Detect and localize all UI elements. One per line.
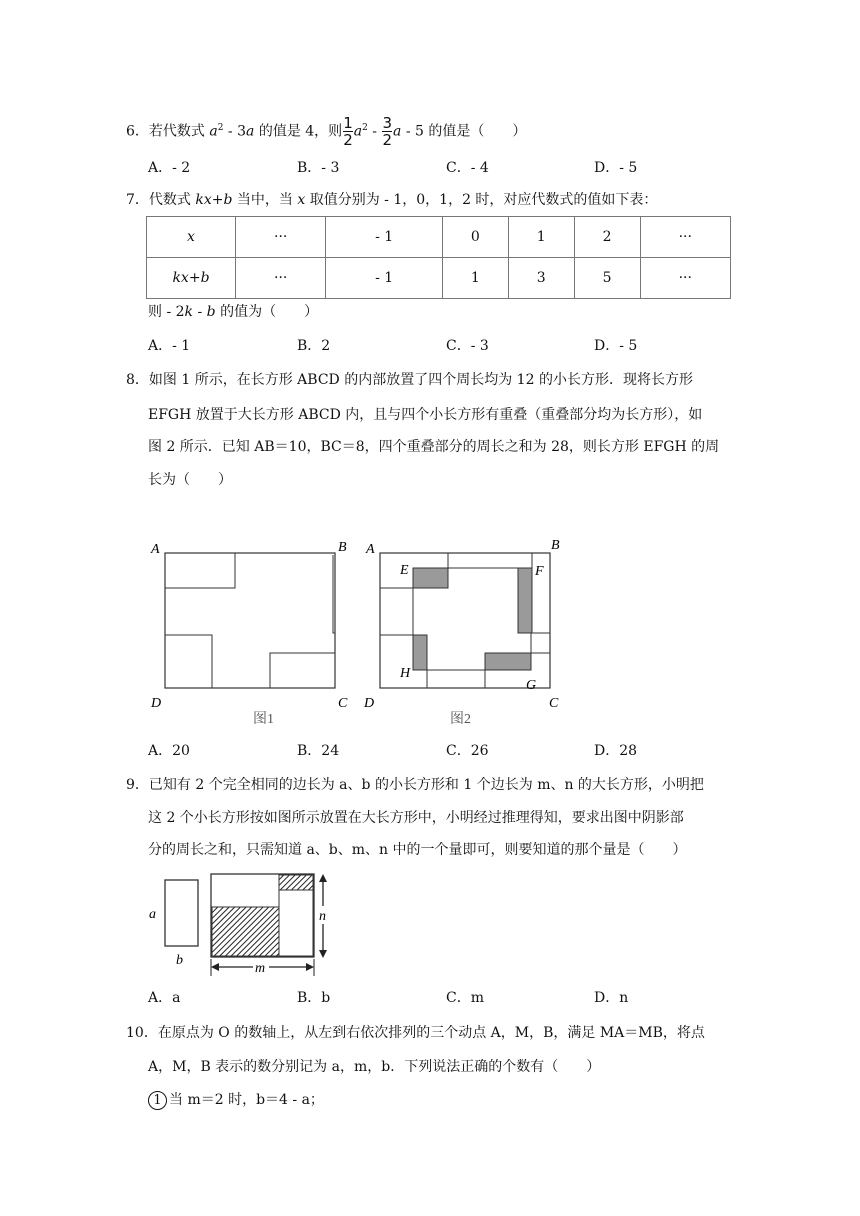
q8-option-b: B．24: [297, 743, 340, 759]
table-cell: 3: [508, 258, 574, 299]
label-b: b: [176, 953, 183, 968]
label-b: B: [551, 538, 560, 553]
fraction-1-2: $\frac{1}{2}$: [343, 114, 353, 149]
q9-option-a: A．a: [148, 990, 181, 1006]
label-n: n: [319, 909, 326, 924]
q8-option-a: A．20: [148, 743, 190, 759]
q7-stem: 7．代数式 kx+b 当中，当 x 取值分别为 - 1，0，1，2 时，对应代数式的值如下表：: [126, 192, 658, 208]
q6-option-b: B．- 3: [297, 160, 340, 176]
table-row: [147, 258, 731, 299]
q8-line-2: EFGH 放置于大长方形 ABCD 内，且与四个小长方形有重叠（重叠部分均为长方形），如: [148, 407, 703, 423]
label-f: F: [535, 564, 544, 579]
q8-option-c: C．26: [446, 743, 489, 759]
table-cell: kx+b: [147, 258, 236, 299]
q10-item-1: 1 当 m＝2 时，b＝4 - a；: [148, 1090, 324, 1110]
q9-option-b: B．b: [297, 990, 331, 1006]
label-a: A: [366, 542, 375, 557]
q9-figure: [145, 866, 350, 981]
table-cell: ···: [640, 217, 730, 258]
q7-option-a: A．- 1: [148, 338, 191, 354]
q9-option-d: D．n: [594, 990, 629, 1006]
q10-line-1: 10．在原点为 O 的数轴上，从左到右依次排列的三个动点 A，M，B，满足 MA＝MB，将点: [126, 1025, 705, 1041]
label-c: C: [549, 696, 559, 711]
table-cell: 2: [574, 217, 640, 258]
q7-value-table: [146, 216, 731, 299]
q6-stem: 6．若代数式 $a^2 - 3a$ 的值是 4，则 $\frac{1}{2}$ $a^2$ - $\frac{3}{2}$ a - 5 的值是（ ）: [126, 114, 527, 149]
circled-number: 1: [148, 1091, 167, 1110]
table-cell: 0: [442, 217, 508, 258]
q8-figure-1: [145, 535, 355, 725]
q7-option-b: B．2: [297, 338, 331, 354]
table-cell: 1: [442, 258, 508, 299]
label-c: C: [338, 696, 348, 711]
q9-line-1: 9．已知有 2 个完全相同的边长为 a、b 的小长方形和 1 个边长为 m、n 的大长方形，小明把: [126, 777, 704, 793]
table-row: [147, 217, 731, 258]
table-cell: - 1: [326, 258, 443, 299]
table-cell: ···: [236, 258, 326, 299]
table-cell: x: [147, 217, 236, 258]
table-cell: ···: [640, 258, 730, 299]
q6-option-d: D．- 5: [594, 160, 638, 176]
label-a: a: [149, 907, 156, 922]
q6-option-c: C．- 4: [446, 160, 489, 176]
q7-option-c: C．- 3: [446, 338, 489, 354]
q7-followup: 则 - 2k - b 的值为（ ）: [148, 304, 319, 320]
q6-option-a: A．- 2: [148, 160, 191, 176]
q8-line-3: 图 2 所示．已知 AB＝10，BC＝8，四个重叠部分的周长之和为 28，则长方形 EFGH 的周: [148, 439, 720, 455]
table-cell: 5: [574, 258, 640, 299]
q8-figure-2: [360, 535, 570, 725]
table-cell: - 1: [326, 217, 443, 258]
label-d: D: [364, 696, 375, 711]
q8-line-4: 长为（ ）: [148, 472, 232, 488]
label-m: m: [255, 961, 266, 976]
q9-line-2: 这 2 个小长方形按如图所示放置在大长方形中，小明经过推理得知，要求出图中阴影部: [148, 810, 684, 826]
figure-caption: 图1: [253, 712, 274, 725]
label-e: E: [400, 563, 409, 578]
q9-line-3: 分的周长之和，只需知道 a、b、m、n 中的一个量即可，则要知道的那个量是（ ）: [148, 842, 687, 858]
q10-line-2: A，M，B 表示的数分别记为 a，m，b．下列说法正确的个数有（ ）: [148, 1059, 601, 1075]
q8-line-1: 8．如图 1 所示，在长方形 ABCD 的内部放置了四个周长均为 12 的小长方形．现将长方形: [126, 372, 693, 388]
label-b: B: [338, 540, 347, 555]
q7-option-d: D．- 5: [594, 338, 638, 354]
label-g: G: [526, 678, 537, 693]
label-d: D: [151, 696, 162, 711]
label-a: A: [151, 542, 160, 557]
q9-option-c: C．m: [446, 990, 484, 1006]
table-cell: 1: [508, 217, 574, 258]
label-h: H: [400, 666, 411, 681]
table-cell: ···: [236, 217, 326, 258]
q8-option-d: D．28: [594, 743, 638, 759]
fraction-3-2: $\frac{3}{2}$: [382, 114, 393, 149]
figure-caption: 图2: [450, 712, 471, 725]
